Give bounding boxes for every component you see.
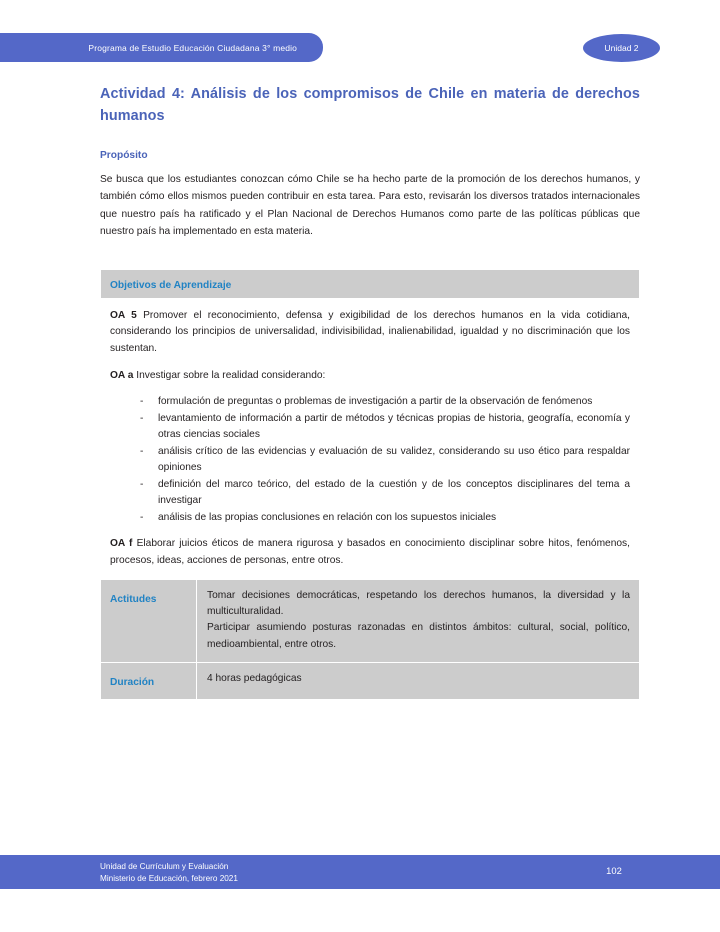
list-item	[140, 444, 630, 477]
table-header-cell	[101, 269, 640, 298]
list-item-text: definición del marco teórico, del estado de la cuestión y de los conceptos disciplinares del tema a investigar	[158, 478, 630, 507]
footer-line-2: Ministerio de Educación, febrero 2021	[100, 873, 238, 883]
duration-label-cell	[101, 662, 197, 699]
duration-value: 4 horas pedagógicas	[207, 672, 302, 684]
list-item	[140, 510, 630, 527]
attitudes-line-1: Tomar decisiones democráticas, respetando los derechos humanos, la diversidad y la multiculturalidad.	[207, 590, 630, 618]
objectives-cell	[101, 298, 640, 579]
table-row-objectives	[101, 298, 640, 579]
footer-line-1: Unidad de Currículum y Evaluación	[100, 862, 229, 871]
program-title-text: Programa de Estudio Educación Ciudadana 3° medio	[88, 42, 297, 53]
table-header-row	[101, 269, 640, 298]
list-item-text: formulación de preguntas o problemas de investigación a partir de la observación de fenómenos	[158, 396, 593, 408]
objective-oaa-text: Investigar sobre la realidad considerando:	[133, 369, 326, 381]
objective-oa5-code: OA 5	[110, 309, 137, 321]
list-item-text: análisis crítico de las evidencias y evaluación de su validez, considerando su uso ético para respaldar opiniones	[158, 445, 630, 474]
objective-oaa-code: OA a	[110, 369, 134, 381]
objective-oaf-text: Elaborar juicios éticos de manera rigurosa y basados en conocimiento disciplinar sobre hitos, fenómenos, procesos, ideas, acciones de personas, entre otros.	[110, 538, 630, 566]
bullet-dash-icon: -	[140, 478, 144, 490]
footer-organization	[100, 861, 238, 885]
learning-objectives-table	[100, 269, 640, 700]
page-header	[0, 33, 720, 62]
bullet-dash-icon: -	[140, 511, 144, 523]
unit-badge	[583, 34, 660, 62]
bullet-dash-icon: -	[140, 412, 144, 424]
unit-badge-label: Unidad 2	[604, 43, 639, 53]
page-content	[100, 84, 640, 700]
page-number: 102	[606, 865, 622, 876]
duration-label: Duración	[110, 676, 155, 688]
list-item	[140, 394, 630, 411]
purpose-heading: Propósito	[100, 149, 148, 161]
list-item	[140, 477, 630, 510]
activity-title: Actividad 4: Análisis de los compromisos de Chile en materia de derechos humanos	[100, 86, 640, 124]
list-item-text: levantamiento de información a partir de métodos y técnicas propias de historia, geografía, economía y otras ciencias sociales	[158, 412, 630, 441]
attitudes-value-cell	[197, 580, 640, 662]
list-item	[140, 411, 630, 444]
duration-value-cell	[197, 662, 640, 699]
objective-oa5	[110, 308, 630, 358]
bullet-dash-icon: -	[140, 445, 144, 457]
objective-oaa	[110, 368, 630, 385]
bullet-dash-icon: -	[140, 396, 144, 408]
table-row-attitudes	[101, 580, 640, 662]
list-item-text: análisis de las propias conclusiones en relación con los supuestos iniciales	[158, 511, 497, 523]
objective-oaa-bullet-list	[110, 394, 630, 526]
objective-oa5-text: Promover el reconocimiento, defensa y exigibilidad de los derechos humanos en la vida cotidiana, considerando los principios de universalidad, indivisibilidad, inalienabilidad, igualdad y no discriminación que los sustentan.	[110, 309, 630, 354]
objective-oaf	[110, 536, 630, 569]
program-title-band	[0, 33, 323, 62]
page-footer	[0, 855, 720, 889]
attitudes-label-cell	[101, 580, 197, 662]
objective-oaf-code: OA f	[110, 538, 133, 550]
attitudes-label: Actitudes	[110, 594, 157, 606]
attitudes-line-2: Participar asumiendo posturas razonadas en distintos ámbitos: cultural, social, político, medioambiental, entre otros.	[207, 622, 630, 650]
purpose-paragraph: Se busca que los estudiantes conozcan cómo Chile se ha hecho parte de la promoción de los derechos humanos, y también cómo ellos mismos pueden contribuir en esta tarea. Para esto, revisarán los diversos tratados internacionales que nuestro país ha ratificado y el Plan Nacional de Derechos Humanos como parte de las políticas públicas que nuestro país ha implementado en esta materia.	[100, 173, 640, 238]
table-row-duration	[101, 662, 640, 699]
learning-objectives-label: Objetivos de Aprendizaje	[110, 279, 232, 291]
